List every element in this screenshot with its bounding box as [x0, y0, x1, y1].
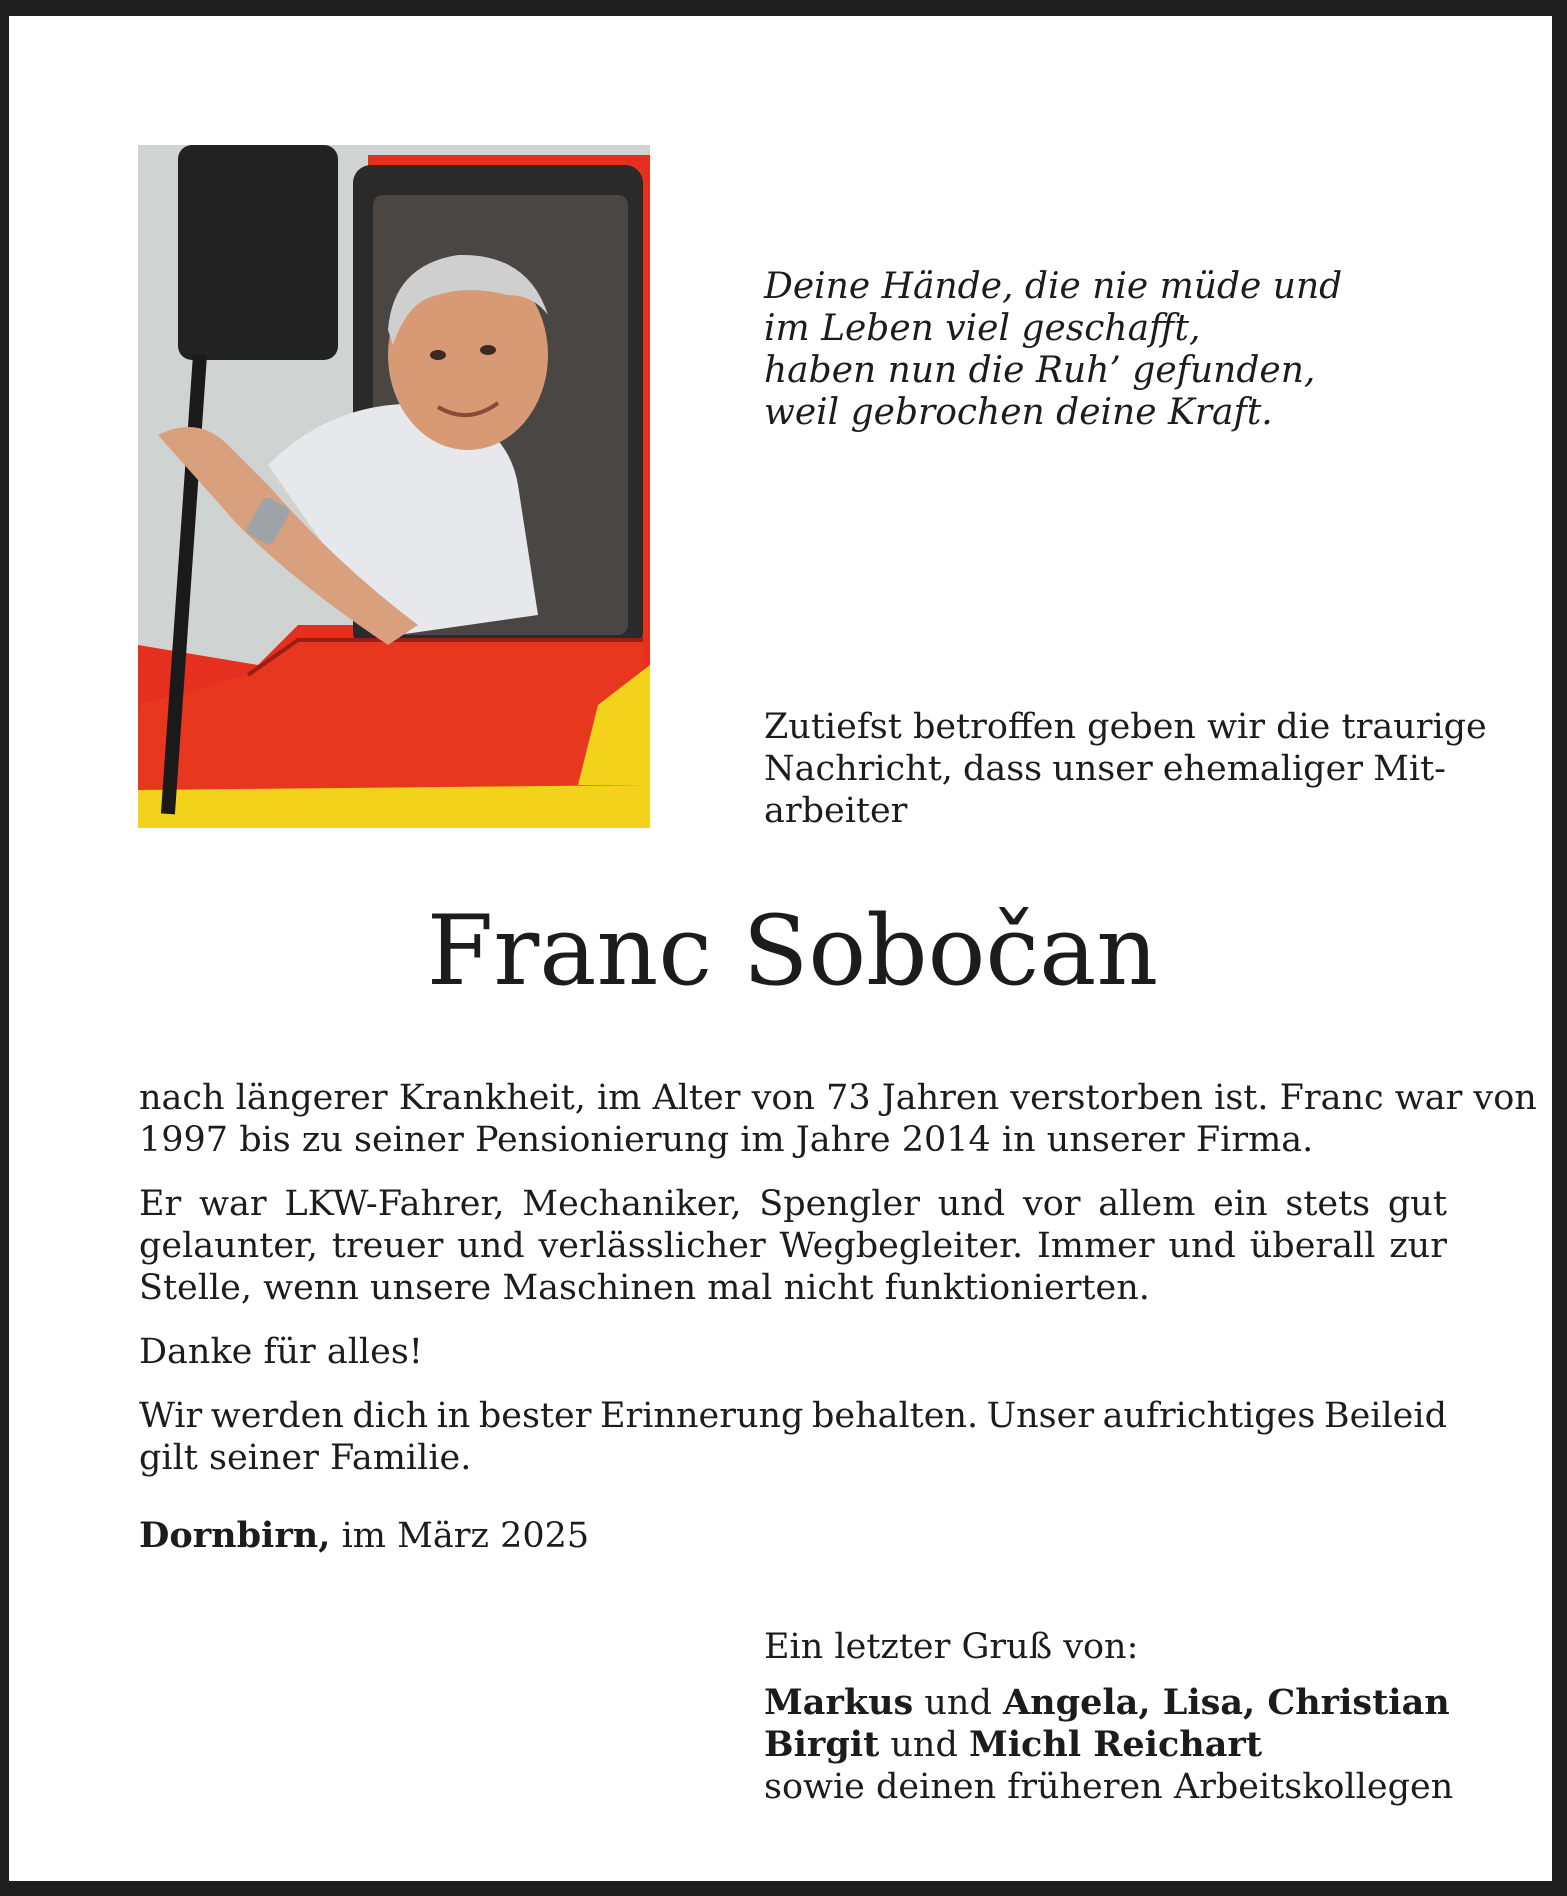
signoff-connector: und [913, 1683, 1004, 1723]
word: gut [1387, 1184, 1447, 1224]
intro-line: Zutiefst betroffen geben wir die traurige [764, 707, 1487, 747]
paragraph-line-justified [139, 1183, 1447, 1225]
signoff-name: Angela, Lisa, Christian [1003, 1682, 1450, 1723]
right-eye [480, 345, 496, 355]
signoff-greeting: Ein letzter Gruß von: [764, 1627, 1139, 1667]
poem-line: im Leben viel geschafft, [764, 308, 1201, 349]
signoff-names-line [764, 1682, 1464, 1724]
paragraph-line: nach längerer Krankheit, im Alter von 73 Jahren verstorben ist. Franc war von [139, 1078, 1537, 1118]
paragraph-line: Stelle, wenn unsere Maschinen mal nicht funktionierten. [139, 1268, 1150, 1308]
signoff [764, 1626, 1464, 1808]
word: Wir [139, 1396, 203, 1436]
signoff-names-line [764, 1724, 1464, 1766]
place-city: Dornbirn, [139, 1515, 331, 1556]
word: Mechaniker, [522, 1184, 742, 1224]
place-date [139, 1515, 1447, 1557]
intro-word: ehemaliger [1162, 749, 1364, 789]
poem-line: weil gebrochen deine Kraft. [764, 392, 1273, 433]
poem [764, 266, 1464, 434]
word: stets [1285, 1184, 1371, 1224]
paragraph-4 [139, 1395, 1447, 1479]
word: Wegbegleiter. [779, 1226, 1024, 1266]
signoff-colleagues: sowie deinen früheren Arbeitskollegen [764, 1767, 1454, 1807]
word: LKW-Fahrer, [284, 1184, 505, 1224]
word: Unser [986, 1396, 1095, 1436]
word: Er [139, 1184, 182, 1224]
word: und [457, 1226, 525, 1266]
word: verlässlicher [538, 1226, 766, 1266]
signoff-name: Birgit [764, 1724, 880, 1765]
word: und [1168, 1226, 1236, 1266]
word: bester [478, 1396, 592, 1436]
signoff-connector: und [879, 1725, 970, 1765]
word: aufrichtiges [1102, 1396, 1316, 1436]
intro-line: arbeiter [764, 791, 908, 831]
word: vor [1022, 1184, 1081, 1224]
intro-word: unser [1052, 749, 1153, 789]
intro-line-justified [764, 748, 1446, 790]
paragraph-1 [139, 1077, 1537, 1161]
announcement-intro [764, 706, 1487, 832]
portrait-photo [138, 145, 650, 828]
word: und [937, 1184, 1006, 1224]
side-mirror [178, 145, 338, 360]
deceased-name: Franc Sobočan [426, 895, 1159, 1007]
paragraph-line: Danke für alles! [139, 1332, 423, 1372]
obituary-body [139, 1077, 1537, 1557]
word: behalten. [811, 1396, 979, 1436]
word: dich [352, 1396, 429, 1436]
yellow-stripe [138, 785, 650, 828]
word: ein [1213, 1184, 1268, 1224]
place-date-text: im März 2025 [330, 1516, 590, 1556]
word: Immer [1036, 1226, 1155, 1266]
poem-line: Deine Hände, die nie müde und [764, 266, 1343, 307]
word: Beileid [1323, 1396, 1447, 1436]
word: überall [1249, 1226, 1376, 1266]
signoff-name: Markus [764, 1682, 914, 1723]
signoff-name: Michl Reichart [969, 1724, 1262, 1765]
word: gelaunter, [139, 1226, 319, 1266]
paragraph-2 [139, 1183, 1447, 1309]
word: Spengler [759, 1184, 920, 1224]
intro-word: Nachricht, [764, 749, 953, 789]
word: in [436, 1396, 471, 1436]
paragraph-line-justified [139, 1225, 1447, 1267]
word: zur [1389, 1226, 1447, 1266]
paragraph-3 [139, 1331, 1447, 1373]
left-eye [430, 350, 446, 360]
portrait-illustration [138, 145, 650, 828]
paragraph-line: gilt seiner Familie. [139, 1438, 472, 1478]
word: werden [210, 1396, 344, 1436]
poem-line: haben nun die Ruh’ gefunden, [764, 350, 1316, 391]
paragraph-line-justified [139, 1395, 1447, 1437]
intro-word: dass [962, 749, 1043, 789]
word: allem [1098, 1184, 1196, 1224]
word: Erinnerung [599, 1396, 804, 1436]
intro-word: Mit- [1373, 749, 1446, 789]
paragraph-line: 1997 bis zu seiner Pensionierung im Jahre 2014 in unserer Firma. [139, 1120, 1314, 1160]
word: treuer [331, 1226, 444, 1266]
word: war [199, 1184, 267, 1224]
